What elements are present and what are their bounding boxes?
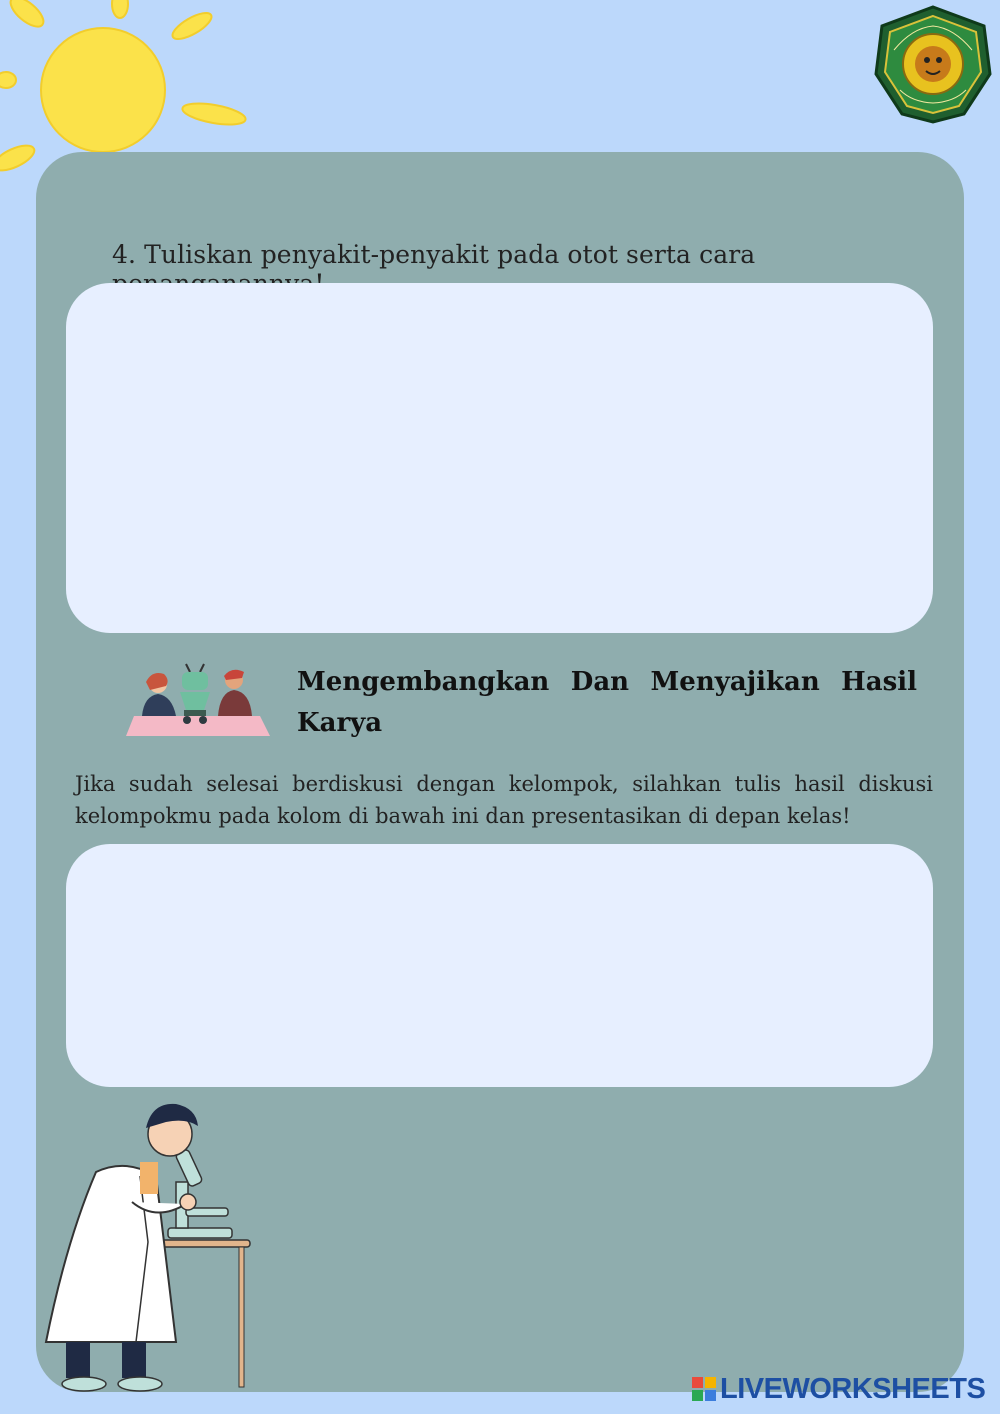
- scientist-microscope-illustration: [36, 1092, 266, 1398]
- liveworksheets-label: LIVEWORKSHEETS: [720, 1372, 986, 1405]
- kids-robot-illustration: [124, 660, 274, 738]
- question-text: 4. Tuliskan penyakit-penyakit pada otot serta cara: [112, 240, 756, 269]
- liveworksheets-brand[interactable]: [692, 1372, 985, 1406]
- section-heading: Mengembangkan Dan Menyajikan Hasil Karya: [297, 667, 917, 738]
- section-instruction: Jika sudah selesai berdiskusi dengan kelompok, silahkan tulis hasil diskusi kelompokmu pada kolom di bawah ini dan presentasikan di depan kelas!: [75, 772, 933, 828]
- university-logo-icon: [872, 4, 994, 126]
- liveworksheets-logo-icon: [692, 1377, 716, 1401]
- answer-box-question-4[interactable]: [66, 283, 933, 633]
- answer-box-discussion[interactable]: [66, 844, 933, 1087]
